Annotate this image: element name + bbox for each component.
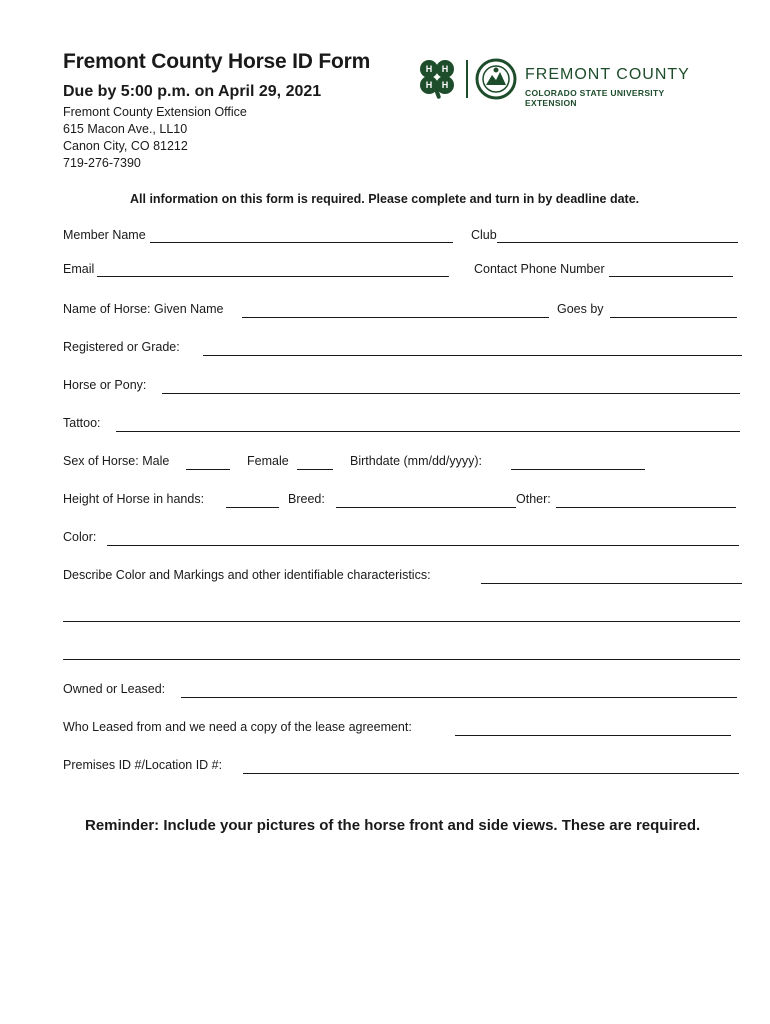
contact-phone-field[interactable]	[609, 276, 733, 277]
other-label: Other:	[516, 492, 551, 506]
csu-seal-icon	[475, 58, 517, 100]
sex-male-label: Sex of Horse: Male	[63, 454, 170, 468]
registered-label: Registered or Grade:	[63, 340, 180, 354]
who-leased-label: Who Leased from and we need a copy of the lease agreement:	[63, 720, 412, 734]
goes-by-field[interactable]	[610, 317, 737, 318]
svg-text:H: H	[425, 80, 433, 90]
describe-field-line-3[interactable]	[63, 659, 740, 660]
other-field[interactable]	[556, 507, 736, 508]
email-field[interactable]	[97, 276, 449, 277]
height-label: Height of Horse in hands:	[63, 492, 205, 506]
color-field[interactable]	[107, 545, 739, 546]
four-h-clover-icon	[414, 56, 460, 100]
premises-field[interactable]	[243, 773, 739, 774]
goes-by-label: Goes by	[557, 302, 604, 316]
color-label: Color:	[63, 530, 97, 544]
logo-divider	[466, 60, 468, 98]
due-date: Due by 5:00 p.m. on April 29, 2021	[63, 83, 322, 100]
svg-text:H: H	[441, 80, 449, 90]
premises-label: Premises ID #/Location ID #:	[63, 758, 223, 772]
describe-label: Describe Color and Markings and other identifiable characteristics:	[63, 568, 431, 582]
logo-extension: EXTENSION	[525, 98, 577, 108]
form-title: Fremont County Horse ID Form	[63, 50, 371, 73]
address-line: 719-276-7390	[63, 156, 141, 170]
member-name-field[interactable]	[150, 242, 453, 243]
horse-pony-label: Horse or Pony:	[63, 378, 147, 392]
tattoo-field[interactable]	[116, 431, 740, 432]
horse-pony-field[interactable]	[162, 393, 740, 394]
logo-university: COLORADO STATE UNIVERSITY	[525, 88, 665, 98]
female-field[interactable]	[297, 469, 333, 470]
breed-field[interactable]	[336, 507, 516, 508]
club-field[interactable]	[497, 242, 738, 243]
address-line: 615 Macon Ave., LL10	[63, 122, 188, 136]
male-field[interactable]	[186, 469, 230, 470]
birthdate-label: Birthdate (mm/dd/yyyy):	[350, 454, 482, 468]
required-notice: All information on this form is required. Please complete and turn in by deadline date.	[130, 192, 640, 206]
reminder-note: Reminder: Include your pictures of the horse front and side views. These are required.	[85, 817, 701, 834]
club-label: Club	[471, 228, 497, 242]
email-label: Email	[63, 262, 95, 276]
logo-county: FREMONT COUNTY	[525, 66, 690, 83]
registered-field[interactable]	[203, 355, 742, 356]
birthdate-field[interactable]	[511, 469, 645, 470]
horse-name-label: Name of Horse: Given Name	[63, 302, 224, 316]
describe-field[interactable]	[481, 583, 742, 584]
contact-phone-label: Contact Phone Number	[474, 262, 605, 276]
office-address	[63, 104, 247, 172]
breed-label: Breed:	[288, 492, 325, 506]
svg-text:H: H	[425, 64, 433, 74]
female-label: Female	[247, 454, 289, 468]
horse-name-field[interactable]	[242, 317, 549, 318]
member-name-label: Member Name	[63, 228, 146, 242]
describe-field-line-2[interactable]	[63, 621, 740, 622]
tattoo-label: Tattoo:	[63, 416, 101, 430]
address-line: Canon City, CO 81212	[63, 139, 188, 153]
who-leased-field[interactable]	[455, 735, 731, 736]
owned-leased-field[interactable]	[181, 697, 737, 698]
address-line: Fremont County Extension Office	[63, 105, 247, 119]
svg-text:H: H	[441, 64, 449, 74]
owned-leased-label: Owned or Leased:	[63, 682, 166, 696]
height-field[interactable]	[226, 507, 279, 508]
